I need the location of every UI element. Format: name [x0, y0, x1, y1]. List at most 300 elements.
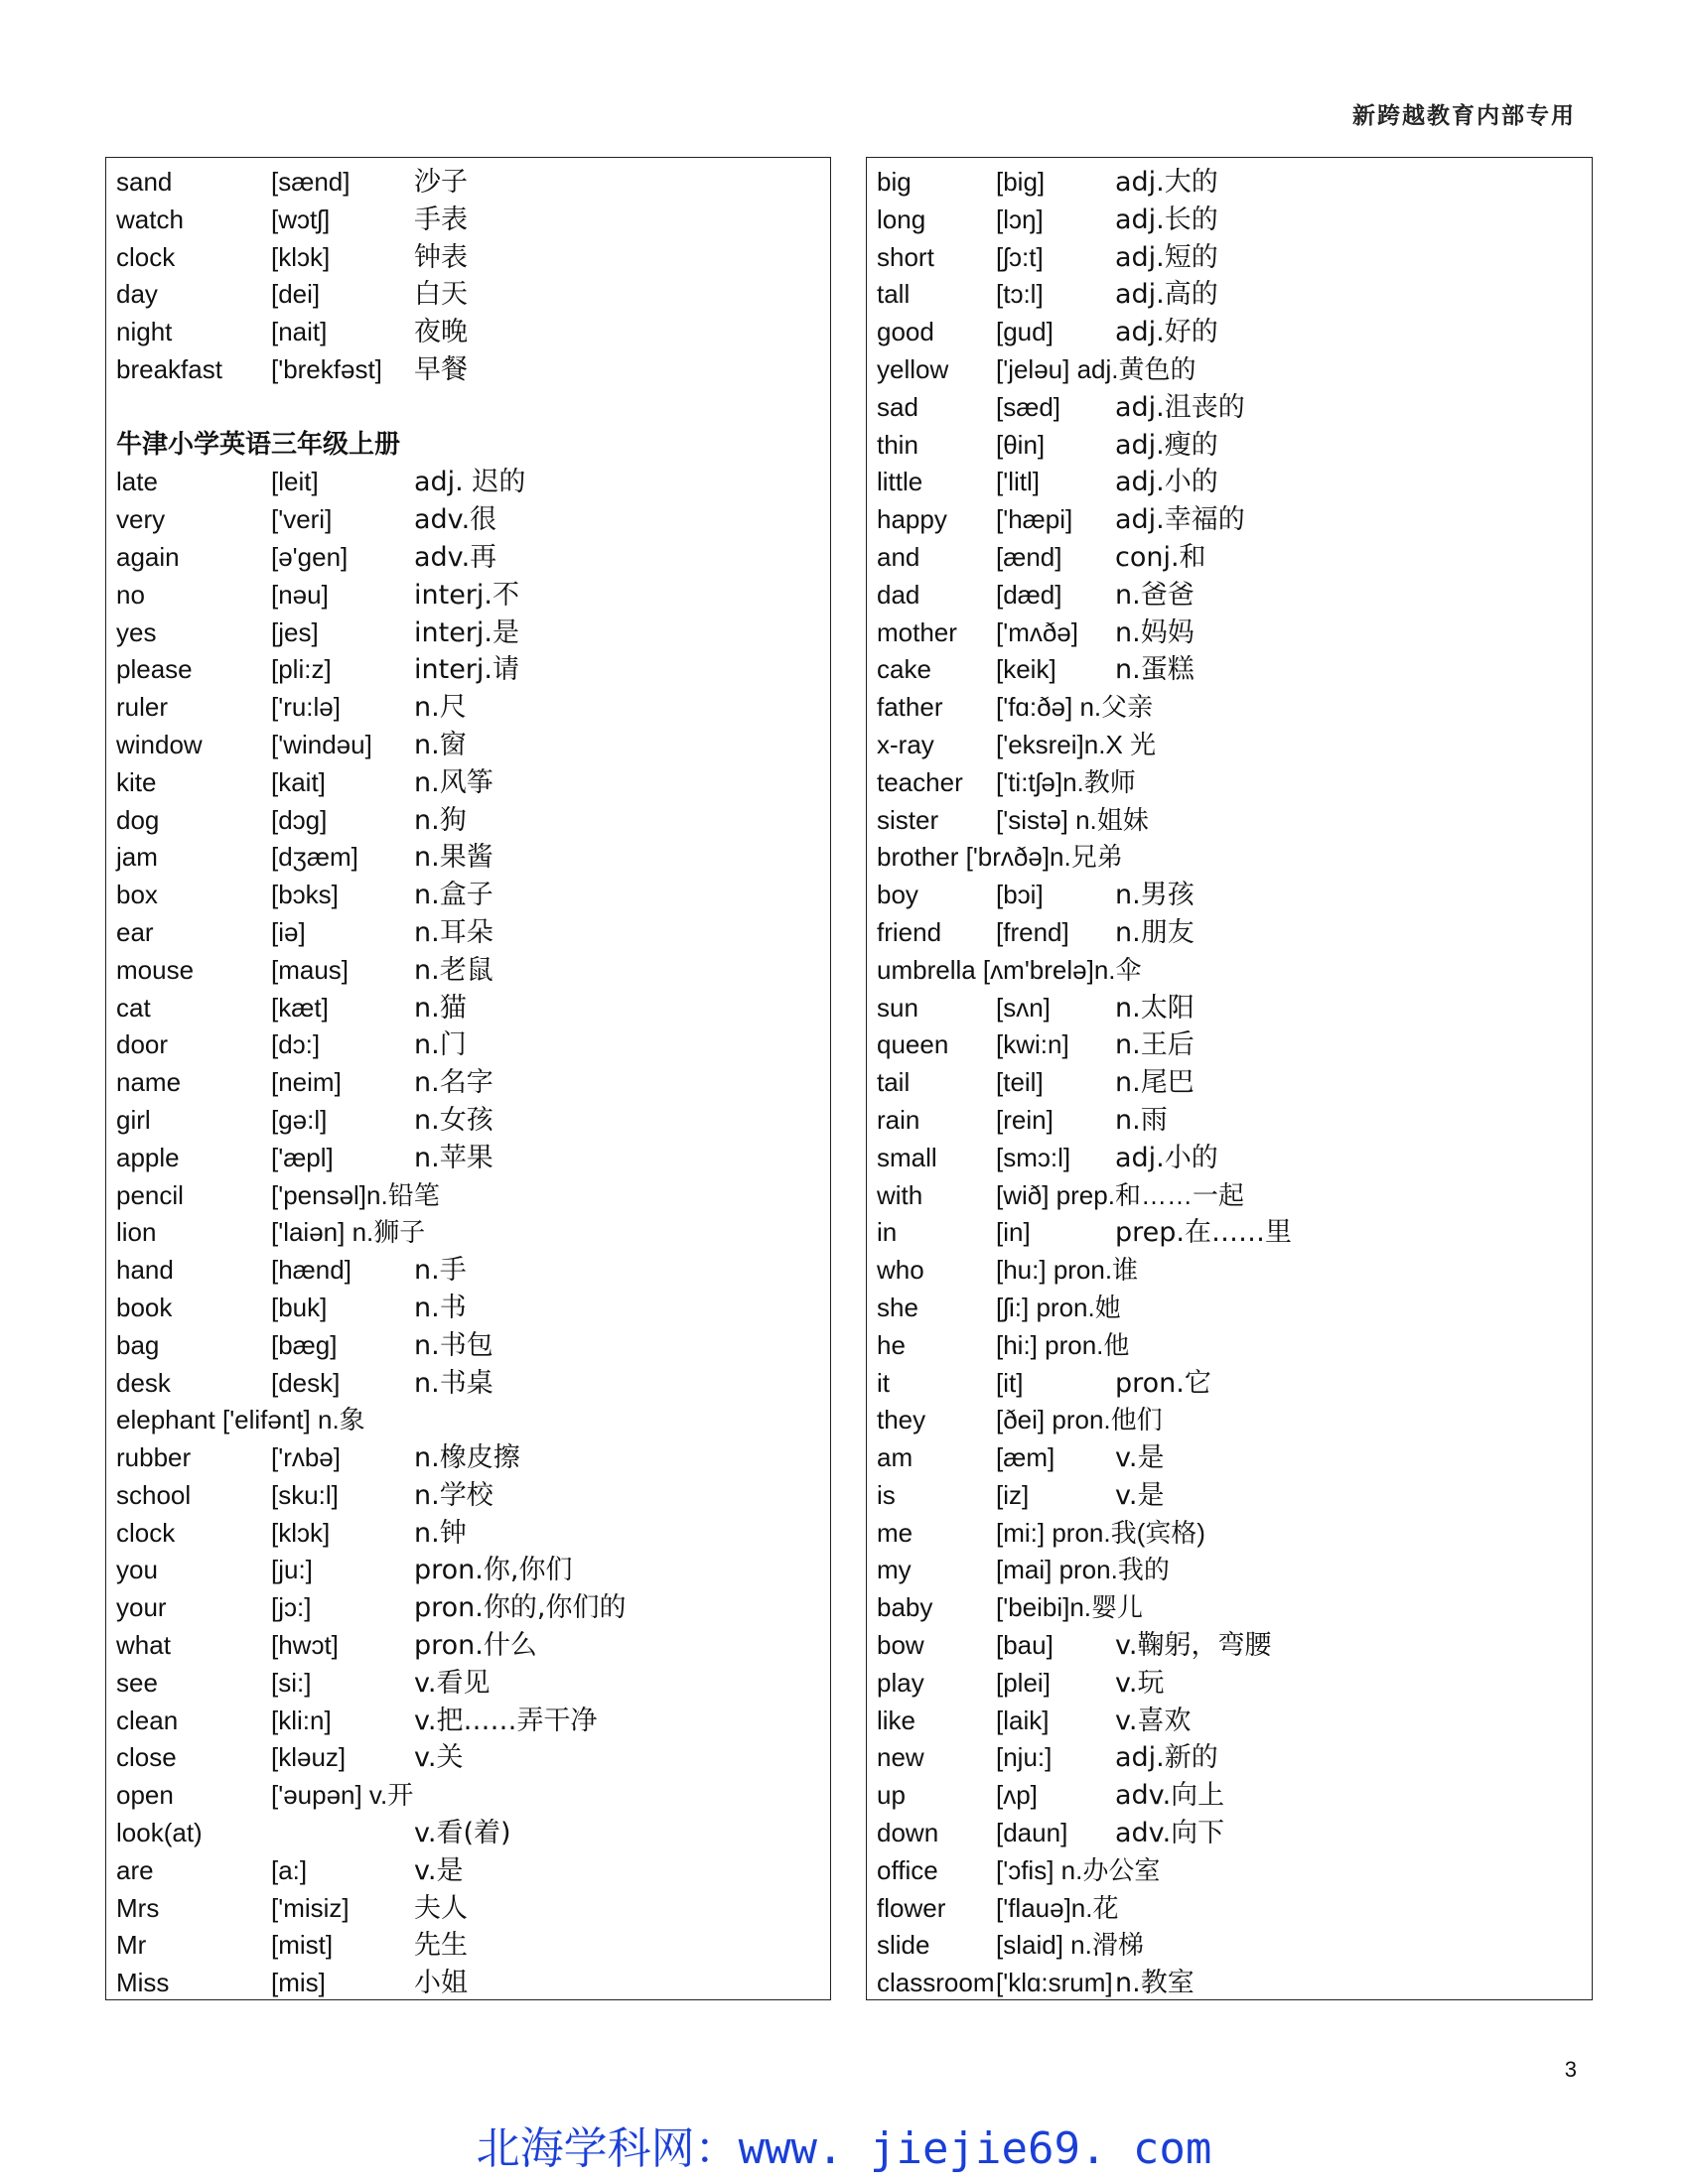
vocab-phonetic: [jɔ:] — [271, 1592, 312, 1623]
vocab-meaning: 夫人 — [414, 1892, 468, 1924]
vocab-meaning: 小姐 — [414, 1968, 468, 1999]
vocab-phonetic: ['ti:tʃə]n.教师 — [996, 766, 1136, 797]
right-vocab-column — [866, 157, 1593, 2000]
vocab-row — [116, 501, 830, 539]
vocab-word: book — [116, 1292, 173, 1322]
vocab-phonetic: ['veri] — [271, 504, 333, 535]
vocab-word: in — [877, 1217, 898, 1248]
vocab-meaning: n.苹果 — [414, 1142, 493, 1173]
vocab-word: cake — [877, 654, 931, 685]
vocab-row — [877, 1439, 1592, 1477]
vocab-row — [116, 877, 830, 914]
vocab-word: desk — [116, 1367, 171, 1398]
vocab-row — [116, 464, 830, 501]
vocab-meaning: n.太阳 — [1115, 992, 1195, 1024]
page-number: 3 — [1564, 2057, 1577, 2082]
vocab-row — [116, 1927, 830, 1965]
vocab-phonetic: ['laiən] n.狮子 — [271, 1217, 426, 1248]
vocab-phonetic: ['ɔfis] n.办公室 — [996, 1854, 1161, 1885]
vocab-meaning: n.名字 — [414, 1067, 493, 1099]
vocab-meaning: n.王后 — [1115, 1029, 1195, 1061]
vocab-row — [116, 1777, 830, 1815]
vocab-row — [116, 1402, 830, 1439]
vocab-word: clock — [116, 241, 176, 272]
vocab-row — [877, 1177, 1592, 1215]
vocab-word: dad — [877, 579, 920, 610]
vocab-row — [116, 1852, 830, 1890]
vocab-phonetic: [klɔk] — [271, 1517, 331, 1548]
vocab-meaning: n.书 — [414, 1292, 467, 1323]
vocab-phonetic: ['flauə]n.花 — [996, 1892, 1119, 1923]
vocab-meaning: n.书桌 — [414, 1367, 493, 1399]
vocab-phonetic: [kləuz] — [271, 1742, 347, 1773]
vocab-phonetic: [dɔ:] — [271, 1029, 321, 1060]
vocab-row — [877, 1026, 1592, 1064]
vocab-row — [116, 351, 830, 389]
vocab-meaning: 早餐 — [414, 353, 468, 385]
vocab-row — [877, 1703, 1592, 1740]
vocab-row — [877, 1627, 1592, 1665]
vocab-row — [877, 1102, 1592, 1140]
vocab-phonetic: [smɔ:l] — [996, 1142, 1071, 1172]
vocab-word: yes — [116, 616, 157, 647]
vocab-word: bag — [116, 1329, 160, 1360]
vocab-phonetic: [a:] — [271, 1854, 308, 1885]
vocab-row — [116, 1365, 830, 1403]
vocab-meaning: adv.向上 — [1115, 1780, 1225, 1812]
vocab-meaning: 先生 — [414, 1930, 468, 1962]
vocab-phonetic: [sænd] — [271, 167, 351, 197]
vocab-row — [116, 1477, 830, 1515]
vocab-phonetic: [nəu] — [271, 579, 329, 610]
vocab-phonetic: ['rʌbə] — [271, 1442, 341, 1473]
vocab-phonetic: [maus] — [271, 954, 350, 985]
vocab-row — [116, 1026, 830, 1064]
vocab-word: office — [877, 1854, 938, 1885]
vocab-row — [877, 577, 1592, 614]
vocab-row — [116, 1327, 830, 1365]
vocab-row — [116, 1665, 830, 1703]
vocab-meaning: n.狗 — [414, 804, 467, 836]
vocab-row — [116, 1815, 830, 1852]
vocab-word: clock — [116, 1517, 176, 1548]
vocab-word: with — [877, 1179, 923, 1210]
vocab-phonetic: [iz] — [996, 1479, 1030, 1510]
vocab-row — [877, 614, 1592, 652]
vocab-meaning: v.关 — [414, 1742, 464, 1774]
vocab-phonetic: [wið] prep.和……一起 — [996, 1179, 1244, 1210]
vocab-phonetic: [dɔg] — [271, 804, 328, 835]
vocab-word: what — [116, 1630, 171, 1661]
vocab-meaning: n.老鼠 — [414, 954, 493, 986]
vocab-phonetic: [kait] — [271, 766, 326, 797]
vocab-word: hand — [116, 1255, 174, 1286]
vocab-phonetic: [dei] — [271, 279, 321, 310]
vocab-word: boy — [877, 880, 918, 910]
vocab-row — [877, 1589, 1592, 1627]
vocab-phonetic: [iə] — [271, 916, 306, 947]
vocab-meaning: pron.你的,你们的 — [414, 1592, 627, 1624]
vocab-row — [877, 651, 1592, 689]
vocab-word: little — [877, 467, 923, 497]
vocab-word: tail — [877, 1067, 911, 1098]
vocab-word: sun — [877, 992, 918, 1023]
vocab-meaning: n.钟 — [414, 1517, 467, 1549]
vocab-word: who — [877, 1255, 924, 1286]
vocab-word: Mr — [116, 1930, 147, 1961]
vocab-word: your — [116, 1592, 167, 1623]
vocab-row — [877, 314, 1592, 351]
vocab-row — [877, 464, 1592, 501]
vocab-word: like — [877, 1705, 916, 1735]
vocab-row — [116, 614, 830, 652]
vocab-phonetic: [slaid] n.滑梯 — [996, 1930, 1144, 1961]
vocab-meaning: n.学校 — [414, 1479, 493, 1511]
vocab-word: rubber — [116, 1442, 192, 1473]
vocab-phonetic: [θin] — [996, 429, 1046, 460]
vocab-meaning: n.手 — [414, 1255, 467, 1287]
vocab-word: me — [877, 1517, 914, 1548]
vocab-word: my — [877, 1555, 912, 1585]
vocab-word: close — [116, 1742, 177, 1773]
vocab-phonetic: ['fɑ:ðə] n.父亲 — [996, 692, 1154, 723]
vocab-meaning: adv.向下 — [1115, 1818, 1225, 1849]
vocab-phonetic: [ænd] — [996, 541, 1062, 572]
vocab-row — [116, 1439, 830, 1477]
vocab-word: dog — [116, 804, 160, 835]
vocab-phonetic: [big] — [996, 167, 1046, 197]
vocab-row — [877, 276, 1592, 314]
vocab-phonetic: [hu:] pron.谁 — [996, 1255, 1139, 1286]
vocab-row — [116, 539, 830, 577]
vocab-meaning: 白天 — [414, 279, 468, 311]
footer-watermark — [0, 2113, 1688, 2176]
vocab-phonetic: ['brekfəst] — [271, 353, 382, 384]
vocab-word: mother — [877, 616, 957, 647]
footer-site-name: 北海学科网： — [476, 2123, 739, 2174]
vocab-phonetic: [æm] — [996, 1442, 1055, 1473]
vocab-row — [877, 427, 1592, 465]
vocab-word: late — [116, 467, 158, 497]
vocab-meaning: n.果酱 — [414, 842, 493, 874]
vocab-row — [116, 314, 830, 351]
vocab-meaning: v.鞠躬，弯腰 — [1115, 1630, 1272, 1662]
vocab-row — [877, 727, 1592, 764]
vocab-phonetic: [bæg] — [271, 1329, 338, 1360]
vocab-row — [877, 1965, 1592, 2002]
vocab-word: new — [877, 1742, 924, 1773]
vocab-row — [877, 1552, 1592, 1589]
vocab-row — [877, 1477, 1592, 1515]
vocab-word: bow — [877, 1630, 924, 1661]
vocab-meaning: 夜晚 — [414, 317, 468, 348]
vocab-phonetic: [lɔŋ] — [996, 204, 1044, 234]
vocab-phonetic: [dæd] — [996, 579, 1062, 610]
vocab-row — [877, 1665, 1592, 1703]
vocab-row — [877, 1290, 1592, 1327]
vocab-meaning: n.窗 — [414, 729, 467, 760]
vocab-row — [877, 914, 1592, 952]
vocab-row — [116, 1627, 830, 1665]
vocab-row — [116, 727, 830, 764]
vocab-word: yellow — [877, 353, 949, 384]
vocab-row — [877, 202, 1592, 239]
vocab-word: queen — [877, 1029, 949, 1060]
vocab-phonetic: [daun] — [996, 1818, 1068, 1848]
vocab-row — [116, 1252, 830, 1290]
vocab-word: she — [877, 1292, 918, 1322]
vocab-row — [116, 1140, 830, 1177]
vocab-word: play — [877, 1667, 924, 1698]
vocab-phonetic: ['windəu] — [271, 729, 372, 759]
vocab-word: door — [116, 1029, 169, 1060]
vocab-meaning: v.是 — [1115, 1479, 1165, 1511]
vocab-phonetic: ['əupən] v.开 — [271, 1780, 414, 1811]
vocab-meaning: n.盒子 — [414, 880, 493, 911]
vocab-row — [877, 1214, 1592, 1252]
vocab-phonetic: [nait] — [271, 317, 328, 347]
vocab-word: breakfast — [116, 353, 222, 384]
vocab-meaning: prep.在……里 — [1115, 1217, 1292, 1249]
vocab-meaning: interj.是 — [414, 616, 519, 648]
vocab-row — [116, 239, 830, 277]
vocab-phonetic: [it] — [996, 1367, 1024, 1398]
header-tag: 新跨越教育内部专用 — [1352, 102, 1576, 129]
vocab-word: sand — [116, 167, 173, 197]
vocab-word: brother ['brʌðə]n.兄弟 — [877, 842, 1123, 873]
vocab-row — [116, 802, 830, 840]
vocab-meaning: adj.新的 — [1115, 1742, 1218, 1774]
vocab-word: watch — [116, 204, 184, 234]
vocab-phonetic: [mis] — [271, 1968, 326, 1998]
vocab-row — [877, 1365, 1592, 1403]
vocab-word: friend — [877, 916, 942, 947]
vocab-phonetic: [ju:] — [271, 1555, 313, 1585]
vocab-word: see — [116, 1667, 158, 1698]
footer-url[interactable]: www. jiejie69. com — [738, 2123, 1212, 2174]
vocab-row — [877, 539, 1592, 577]
vocab-phonetic: ['misiz] — [271, 1892, 350, 1923]
vocab-phonetic: ['æpl] — [271, 1142, 334, 1172]
vocab-word: good — [877, 317, 934, 347]
vocab-meaning: n.朋友 — [1115, 916, 1195, 948]
vocab-word: it — [877, 1367, 890, 1398]
vocab-phonetic: [gə:l] — [271, 1104, 328, 1135]
vocab-meaning: n.蛋糕 — [1115, 654, 1195, 686]
vocab-row — [116, 1290, 830, 1327]
vocab-row — [877, 351, 1592, 389]
vocab-phonetic: ['sistə] n.姐妹 — [996, 804, 1149, 835]
vocab-phonetic: [bɔi] — [996, 880, 1044, 910]
vocab-row — [877, 1140, 1592, 1177]
vocab-word: night — [116, 317, 173, 347]
vocab-row — [877, 839, 1592, 877]
vocab-phonetic: [dʒæm] — [271, 842, 358, 873]
vocab-word: look(at) — [116, 1818, 203, 1848]
vocab-meaning: v.是 — [414, 1854, 464, 1886]
vocab-word: very — [116, 504, 166, 535]
vocab-word: again — [116, 541, 180, 572]
vocab-row — [877, 239, 1592, 277]
vocab-phonetic: ['ru:lə] — [271, 692, 341, 723]
vocab-word: long — [877, 204, 926, 234]
vocab-phonetic: ['hæpi] — [996, 504, 1073, 535]
vocab-meaning: v.看见 — [414, 1667, 491, 1699]
vocab-row — [116, 1890, 830, 1928]
vocab-phonetic: [gud] — [996, 317, 1054, 347]
vocab-word: sister — [877, 804, 939, 835]
vocab-meaning: n.雨 — [1115, 1104, 1168, 1136]
vocab-meaning: v.看(着) — [414, 1818, 511, 1849]
vocab-row — [116, 651, 830, 689]
vocab-word: down — [877, 1818, 939, 1848]
vocab-word: jam — [116, 842, 158, 873]
vocab-phonetic: [neim] — [271, 1067, 342, 1098]
vocab-row — [116, 164, 830, 202]
vocab-meaning: v.把……弄干净 — [414, 1705, 598, 1736]
vocab-word: ear — [116, 916, 154, 947]
vocab-word: slide — [877, 1930, 930, 1961]
vocab-phonetic: [mi:] pron.我(宾格) — [996, 1517, 1205, 1548]
vocab-meaning: adj.小的 — [1115, 1142, 1218, 1173]
vocab-phonetic: [hwɔt] — [271, 1630, 339, 1661]
left-word-list — [116, 464, 830, 2002]
vocab-meaning: n.教室 — [1115, 1968, 1195, 1999]
vocab-meaning: v.是 — [1115, 1442, 1165, 1474]
vocab-row — [877, 1852, 1592, 1890]
vocab-phonetic: ['mʌðə] — [996, 616, 1078, 647]
vocab-phonetic: [bau] — [996, 1630, 1054, 1661]
vocab-phonetic: [hi:] pron.他 — [996, 1329, 1130, 1360]
vocab-phonetic: ['pensəl]n.铅笔 — [271, 1179, 440, 1210]
vocab-row — [116, 1552, 830, 1589]
vocab-meaning: n.橡皮擦 — [414, 1442, 520, 1474]
vocab-row — [116, 990, 830, 1027]
vocab-word: teacher — [877, 766, 963, 797]
vocab-word: tall — [877, 279, 911, 310]
vocab-phonetic: [kli:n] — [271, 1705, 332, 1735]
vocab-row — [877, 1402, 1592, 1439]
vocab-row — [877, 1815, 1592, 1852]
vocab-row — [116, 1177, 830, 1215]
vocab-word: x-ray — [877, 729, 934, 759]
vocab-row — [877, 952, 1592, 990]
vocab-word: you — [116, 1555, 158, 1585]
vocab-row — [116, 1589, 830, 1627]
vocab-word: baby — [877, 1592, 933, 1623]
vocab-phonetic: [pli:z] — [271, 654, 332, 685]
vocab-meaning: adj.大的 — [1115, 167, 1218, 198]
vocab-row — [877, 1064, 1592, 1102]
vocab-phonetic: [in] — [996, 1217, 1031, 1248]
vocab-word: please — [116, 654, 193, 685]
vocab-word: is — [877, 1479, 896, 1510]
vocab-phonetic: [nju:] — [996, 1742, 1053, 1773]
vocab-row — [877, 1927, 1592, 1965]
vocab-word: are — [116, 1854, 154, 1885]
vocab-word: sad — [877, 391, 918, 422]
vocab-row — [877, 1777, 1592, 1815]
vocab-meaning: v.玩 — [1115, 1667, 1165, 1699]
vocab-meaning: adj.瘦的 — [1115, 429, 1218, 461]
vocab-row — [877, 164, 1592, 202]
vocab-word: classroom — [877, 1968, 995, 1998]
vocab-phonetic: [desk] — [271, 1367, 341, 1398]
vocab-phonetic: [ʃi:] pron.她 — [996, 1292, 1121, 1322]
vocab-word: he — [877, 1329, 906, 1360]
spacer — [116, 389, 830, 427]
vocab-word: they — [877, 1405, 926, 1435]
vocab-meaning: n.门 — [414, 1029, 467, 1061]
vocab-phonetic: [teil] — [996, 1067, 1044, 1098]
vocab-word: Miss — [116, 1968, 170, 1998]
vocab-meaning: interj.请 — [414, 654, 519, 686]
vocab-meaning: n.尾巴 — [1115, 1067, 1195, 1099]
vocab-meaning: n.耳朵 — [414, 916, 493, 948]
vocab-meaning: adj.沮丧的 — [1115, 391, 1245, 423]
vocab-row — [877, 764, 1592, 802]
vocab-row — [116, 914, 830, 952]
vocab-meaning: adj.短的 — [1115, 241, 1218, 273]
vocab-row — [877, 389, 1592, 427]
vocab-phonetic: [ʌp] — [996, 1780, 1038, 1811]
vocab-row — [116, 952, 830, 990]
vocab-phonetic: [ʃɔ:t] — [996, 241, 1044, 272]
vocab-phonetic: [ðei] pron.他们 — [996, 1405, 1163, 1435]
vocab-row — [877, 1739, 1592, 1777]
vocab-meaning: adj.长的 — [1115, 204, 1218, 235]
vocab-word: pencil — [116, 1179, 184, 1210]
vocab-word: girl — [116, 1104, 151, 1135]
vocab-row — [877, 689, 1592, 727]
vocab-phonetic: [tɔ:l] — [996, 279, 1044, 310]
vocab-row — [877, 990, 1592, 1027]
vocab-word: kite — [116, 766, 157, 797]
vocab-word: short — [877, 241, 934, 272]
vocab-meaning: adj.高的 — [1115, 279, 1218, 311]
vocab-row — [116, 202, 830, 239]
vocab-phonetic: [kæt] — [271, 992, 329, 1023]
vocab-meaning: adj.好的 — [1115, 317, 1218, 348]
vocab-meaning: adv.很 — [414, 504, 497, 536]
vocab-phonetic: ['litl] — [996, 467, 1040, 497]
vocab-meaning: 沙子 — [414, 167, 468, 198]
vocab-word: flower — [877, 1892, 946, 1923]
vocab-phonetic: [mist] — [271, 1930, 334, 1961]
vocab-row — [116, 1739, 830, 1777]
vocab-row — [116, 1965, 830, 2002]
vocab-word: rain — [877, 1104, 920, 1135]
vocab-meaning: n.男孩 — [1115, 880, 1195, 911]
vocab-phonetic: ['klɑ:srum] — [996, 1968, 1113, 1998]
vocab-phonetic: [leit] — [271, 467, 319, 497]
vocab-row — [877, 501, 1592, 539]
vocab-row — [877, 1252, 1592, 1290]
vocab-phonetic: [kwi:n] — [996, 1029, 1069, 1060]
vocab-row — [116, 839, 830, 877]
vocab-meaning: pron.什么 — [414, 1630, 537, 1662]
vocab-word: box — [116, 880, 158, 910]
vocab-phonetic: [hænd] — [271, 1255, 352, 1286]
vocab-meaning: v.喜欢 — [1115, 1705, 1192, 1736]
vocab-word: window — [116, 729, 203, 759]
vocab-word: cat — [116, 992, 151, 1023]
vocab-meaning: n.妈妈 — [1115, 616, 1195, 648]
vocab-phonetic: [jes] — [271, 616, 319, 647]
vocab-phonetic: [si:] — [271, 1667, 312, 1698]
vocab-row — [877, 1327, 1592, 1365]
vocab-row — [116, 764, 830, 802]
